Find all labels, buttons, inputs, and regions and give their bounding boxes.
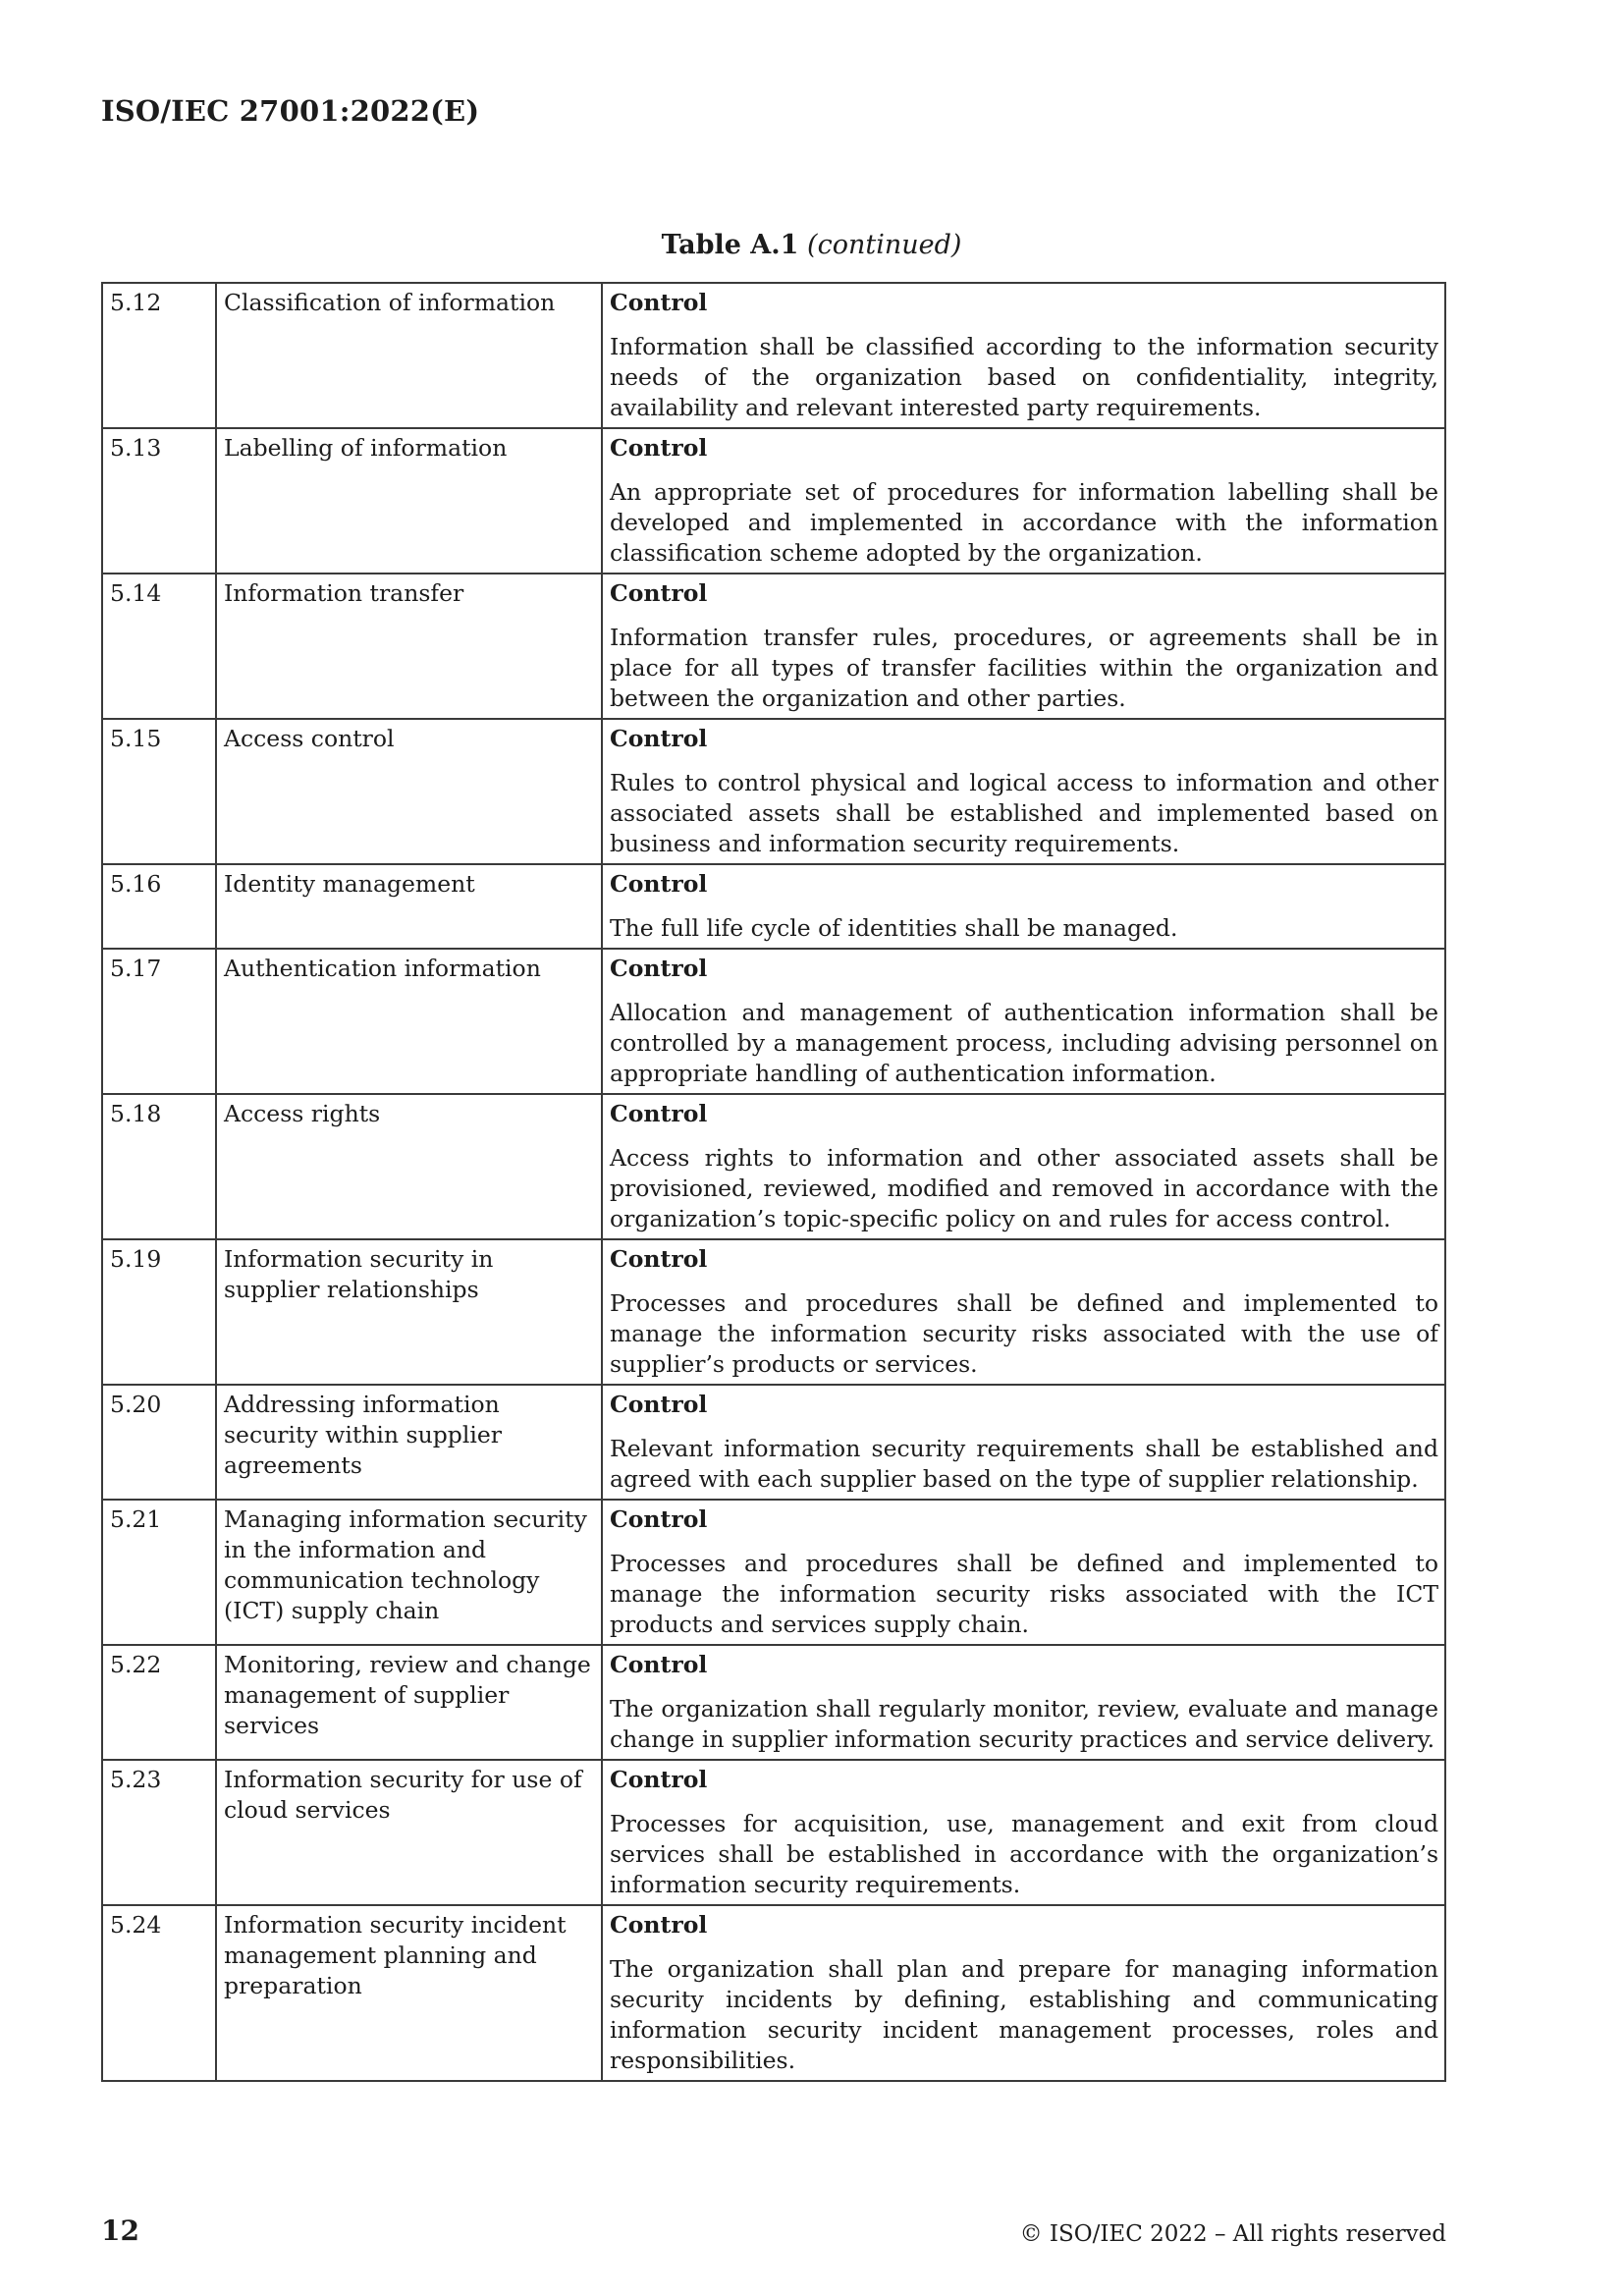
control-number: 5.21 [102, 1500, 216, 1645]
control-name: Classification of information [216, 283, 602, 428]
control-number: 5.23 [102, 1760, 216, 1905]
control-cell [602, 719, 1445, 864]
control-number: 5.15 [102, 719, 216, 864]
control-number: 5.13 [102, 428, 216, 574]
control-cell [602, 428, 1445, 574]
table-row [102, 428, 1445, 574]
document-id-header: ISO/IEC 27001:2022(E) [101, 94, 480, 128]
controls-table [101, 282, 1446, 2082]
control-description: Processes for acquisition, use, management and exit from cloud services shall be established in accordance with the organization’s information security requirements. [610, 1810, 1438, 1898]
control-name: Identity management [216, 864, 602, 949]
copyright-notice: © ISO/IEC 2022 – All rights reserved [1019, 2221, 1446, 2247]
table-row [102, 1500, 1445, 1645]
control-label: Control [610, 579, 708, 607]
control-label: Control [610, 870, 708, 898]
page-number: 12 [101, 2214, 139, 2247]
control-name: Access rights [216, 1094, 602, 1239]
control-name: Information security for use of cloud services [216, 1760, 602, 1905]
table-row [102, 949, 1445, 1094]
control-cell [602, 949, 1445, 1094]
control-label: Control [610, 1245, 708, 1273]
control-cell [602, 864, 1445, 949]
table-caption-title: Table A.1 [661, 230, 799, 260]
control-cell [602, 283, 1445, 428]
control-description: Processes and procedures shall be defined and implemented to manage the information security risks associated with the use of supplier’s products or services. [610, 1289, 1438, 1378]
control-name: Managing information security in the information and communication technology (ICT) supply chain [216, 1500, 602, 1645]
control-description: Access rights to information and other associated assets shall be provisioned, reviewed, modified and removed in accordance with the organization’s topic-specific policy on and rules for access control. [610, 1144, 1438, 1232]
control-description: The full life cycle of identities shall be managed. [610, 914, 1178, 942]
control-name: Information security incident management planning and preparation [216, 1905, 602, 2081]
control-number: 5.22 [102, 1645, 216, 1760]
control-label: Control [610, 289, 708, 316]
control-cell [602, 1385, 1445, 1500]
table-row [102, 719, 1445, 864]
table-row [102, 1645, 1445, 1760]
table-row [102, 864, 1445, 949]
control-label: Control [610, 434, 708, 462]
control-description: Allocation and management of authentication information shall be controlled by a management process, including advising personnel on appropriate handling of authentication information. [610, 999, 1438, 1087]
control-label: Control [610, 955, 708, 982]
control-cell [602, 1905, 1445, 2081]
table-row [102, 1385, 1445, 1500]
control-label: Control [610, 1100, 708, 1127]
control-label: Control [610, 725, 708, 752]
control-number: 5.14 [102, 574, 216, 719]
control-cell [602, 1645, 1445, 1760]
control-name: Monitoring, review and change management of supplier services [216, 1645, 602, 1760]
control-cell [602, 1239, 1445, 1385]
table-row [102, 1094, 1445, 1239]
control-number: 5.12 [102, 283, 216, 428]
table-row [102, 1239, 1445, 1385]
table-row [102, 283, 1445, 428]
control-description: Information transfer rules, procedures, or agreements shall be in place for all types of transfer facilities within the organization and between the organization and other parties. [610, 624, 1438, 712]
control-name: Information security in supplier relationships [216, 1239, 602, 1385]
control-name: Addressing information security within supplier agreements [216, 1385, 602, 1500]
control-label: Control [610, 1911, 708, 1939]
control-description: The organization shall regularly monitor, review, evaluate and manage change in supplier information security practices and service delivery. [610, 1695, 1438, 1753]
controls-table-body [102, 283, 1445, 2081]
control-label: Control [610, 1391, 708, 1418]
control-description: Relevant information security requirements shall be established and agreed with each supplier based on the type of supplier relationship. [610, 1435, 1438, 1493]
control-name: Access control [216, 719, 602, 864]
table-row [102, 1760, 1445, 1905]
control-description: Processes and procedures shall be defined and implemented to manage the information security risks associated with the ICT products and services supply chain. [610, 1550, 1438, 1638]
control-number: 5.16 [102, 864, 216, 949]
control-cell [602, 1760, 1445, 1905]
control-number: 5.24 [102, 1905, 216, 2081]
control-label: Control [610, 1505, 708, 1533]
control-cell [602, 574, 1445, 719]
control-description: Information shall be classified according to the information security needs of the organization based on confidentiality, integrity, availability and relevant interested party requirements. [610, 333, 1438, 421]
control-label: Control [610, 1651, 708, 1678]
control-cell [602, 1094, 1445, 1239]
control-description: The organization shall plan and prepare for managing information security incidents by defining, establishing and communicating information security incident management processes, roles and responsibilities. [610, 1955, 1438, 2074]
control-description: Rules to control physical and logical access to information and other associated assets shall be established and implemented based on business and information security requirements. [610, 769, 1438, 857]
control-cell [602, 1500, 1445, 1645]
control-number: 5.20 [102, 1385, 216, 1500]
control-number: 5.17 [102, 949, 216, 1094]
control-description: An appropriate set of procedures for information labelling shall be developed and implemented in accordance with the information classification scheme adopted by the organization. [610, 478, 1438, 567]
control-name: Information transfer [216, 574, 602, 719]
control-name: Authentication information [216, 949, 602, 1094]
control-label: Control [610, 1766, 708, 1793]
table-caption [0, 230, 1623, 260]
control-number: 5.19 [102, 1239, 216, 1385]
table-row [102, 1905, 1445, 2081]
table-caption-continued: (continued) [807, 230, 962, 260]
control-name: Labelling of information [216, 428, 602, 574]
control-number: 5.18 [102, 1094, 216, 1239]
table-row [102, 574, 1445, 719]
